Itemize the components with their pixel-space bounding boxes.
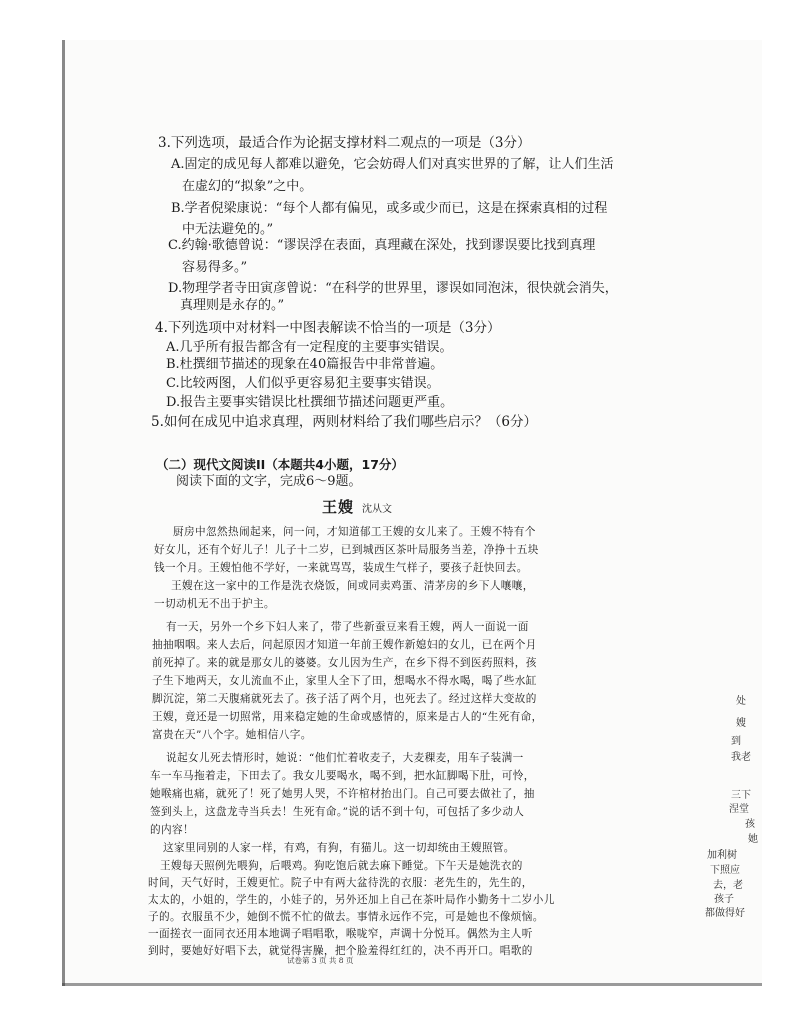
bleed-text: 到	[731, 736, 741, 747]
q3-option-d-line1: D.物理学者寺田寅彦曾说：“在科学的世界里，谬误如同泡沫，很快就会消失，	[168, 281, 618, 296]
story-line: 一面搓衣一面同衣还用本地调子唱唱歌，喉咙窄，声调十分悦耳。偶然为主人听	[148, 928, 533, 940]
story-line: 车一车马拖着走，下田去了。我女儿要喝水，喝不到，把水缸脚喝下肚，可怜，	[150, 770, 535, 782]
story-line: 有一天，另外一个乡下妇人来了，带了些新蚕豆来看王嫂，两人一面说一面	[166, 621, 529, 633]
story-line: 前死掉了。来的就是那女儿的婆婆。女儿因为生产，在乡下得不到医药照料，孩	[152, 657, 537, 669]
story-title-block	[322, 496, 392, 517]
page-footer: 试卷第 3 页 共 8 页	[287, 956, 354, 965]
q4-option-a: A.几乎所有报告都含有一定程度的主要事实错误。	[166, 340, 453, 355]
bleed-text: 孩子	[714, 894, 734, 905]
q4-option-c: C.比较两图，人们似乎更容易犯主要事实错误。	[166, 376, 440, 391]
story-title: 王嫂	[322, 498, 355, 516]
q4-option-b: B.杜撰细节描述的现象在40篇报告中非常普遍。	[166, 357, 444, 372]
story-line: 王嫂，竟还是一切照常，用来稳定她的生命或感情的，原来是古人的“生死有命，	[152, 711, 543, 723]
story-line: 她喉痛也痛，就死了！死了她男人哭，不许棺材抬出门。自己可要去做社了，抽	[150, 788, 535, 800]
story-line: 一切动机无不出于护主。	[154, 598, 275, 610]
bleed-text: 处	[736, 696, 746, 707]
story-line: 富贵在天”八个字。她相信八字。	[152, 729, 312, 741]
story-line: 到时，要她好好唱下去，就觉得害臊，把个脸羞得红红的，决不再开口。唱歌的	[148, 945, 533, 957]
story-line: 子的。衣服虽不少，她倒不慌不忙的做去。事情永远作不完，可是她也不像烦恼。	[148, 911, 544, 923]
bleed-text: 嫂	[736, 718, 746, 729]
q3-option-b-line2: 中无法避免的。”	[182, 222, 274, 237]
bleed-text: 加利树	[707, 850, 737, 861]
story-line: 子生下地两天，女儿流血不止，家里人全下了田，想喝水不得水喝，喝了些水缸	[152, 675, 537, 687]
bleed-text: 下照应	[710, 865, 740, 876]
story-line: 时间，天气好时，王嫂更忙。院子中有两大盆待洗的衣服：老先生的，先生的，	[148, 877, 533, 889]
page-bottom-border	[62, 983, 762, 986]
story-line: 好女儿，还有个好儿子！儿子十二岁，已到城西区茶叶局服务当差，净挣十五块	[154, 544, 539, 556]
story-line: 抽抽咽咽。来人去后，问起原因才知道一年前王嫂作新媳妇的女儿，已在两个月	[152, 639, 537, 651]
story-line: 厨房中忽然热闹起来，问一问，才知道郁工王嫂的女儿来了。王嫂不特有个	[173, 526, 536, 538]
section-heading: （二）现代文阅读II（本题共4小题，17分）	[156, 457, 404, 472]
bleed-text: 我老	[731, 752, 751, 763]
bleed-text: 都做得好	[705, 908, 745, 919]
q3-option-c-line2: 容易得多。”	[182, 260, 248, 275]
story-line: 这家里同别的人家一样，有鸡，有狗，有猫儿。这一切却统由王嫂照管。	[163, 842, 515, 854]
story-line: 钱一个月。王嫂怕他不学好，一来就骂骂，装成生气样子，要孩子赶快回去。	[154, 562, 528, 574]
story-author: 沈从文	[362, 504, 393, 515]
q3-option-a-line2: 在虚幻的“拟象”之中。	[182, 179, 313, 194]
q3-option-c-line1: C.约翰·歌德曾说：“谬误浮在表面，真理藏在深处，找到谬误要比找到真理	[168, 238, 596, 253]
q3-option-d-line2: 真理则是永存的。”	[180, 298, 285, 313]
page-left-border	[62, 40, 65, 986]
bleed-text: 去，老	[713, 880, 743, 891]
bleed-text: 涅堂	[729, 804, 749, 815]
q4-option-d: D.报告主要事实错误比杜撰细节描述问题更严重。	[166, 395, 454, 410]
story-line: 说起女儿死去情形时，她说：“他们忙着收麦子，大麦稞麦，用车子装满一	[166, 752, 524, 764]
story-line: 签到头上，这盘龙寺当兵去！生死有命。”说的话不到十句，可包括了多少动人	[150, 806, 525, 818]
section-instruction: 阅读下面的文字，完成6～9题。	[176, 474, 362, 489]
question-3-stem: 3.下列选项，最适合作为论据支撑材料二观点的一项是（3分）	[158, 135, 531, 151]
question-4-stem: 4.下列选项中对材料一中图表解读不恰当的一项是（3分）	[155, 320, 501, 336]
bleed-text: 她	[748, 834, 758, 845]
story-line: 王嫂每天照例先喂狗，后喂鸡。狗吃饱后就去麻下睡觉。下午天是她洗衣的	[160, 860, 523, 872]
story-line: 王嫂在这一家中的工作是洗衣烧饭，间或同卖鸡蛋、清茅房的乡下人嚷嚷，	[171, 580, 534, 592]
question-5-stem: 5.如何在成见中追求真理，两则材料给了我们哪些启示？（6分）	[151, 414, 537, 430]
story-line: 脚沉淀，第二天腹痛就死去了。孩子活了两个月，也死去了。经过这样大变故的	[152, 693, 537, 705]
story-line: 的内容！	[150, 824, 194, 836]
bleed-text: 孩	[745, 819, 755, 830]
q3-option-a-line1: A.固定的成见每人都难以避免，它会妨碍人们对真实世界的了解，让人们生活	[171, 157, 614, 172]
bleed-text: 三下	[731, 790, 751, 801]
q3-option-b-line1: B.学者倪梁康说：“每个人都有偏见，或多或少而已，这是在探索真相的过程	[171, 201, 608, 216]
story-line: 太太的，小姐的，学生的，小娃子的，另外还加上自己在茶叶局作小勤务十二岁小儿	[148, 894, 555, 906]
